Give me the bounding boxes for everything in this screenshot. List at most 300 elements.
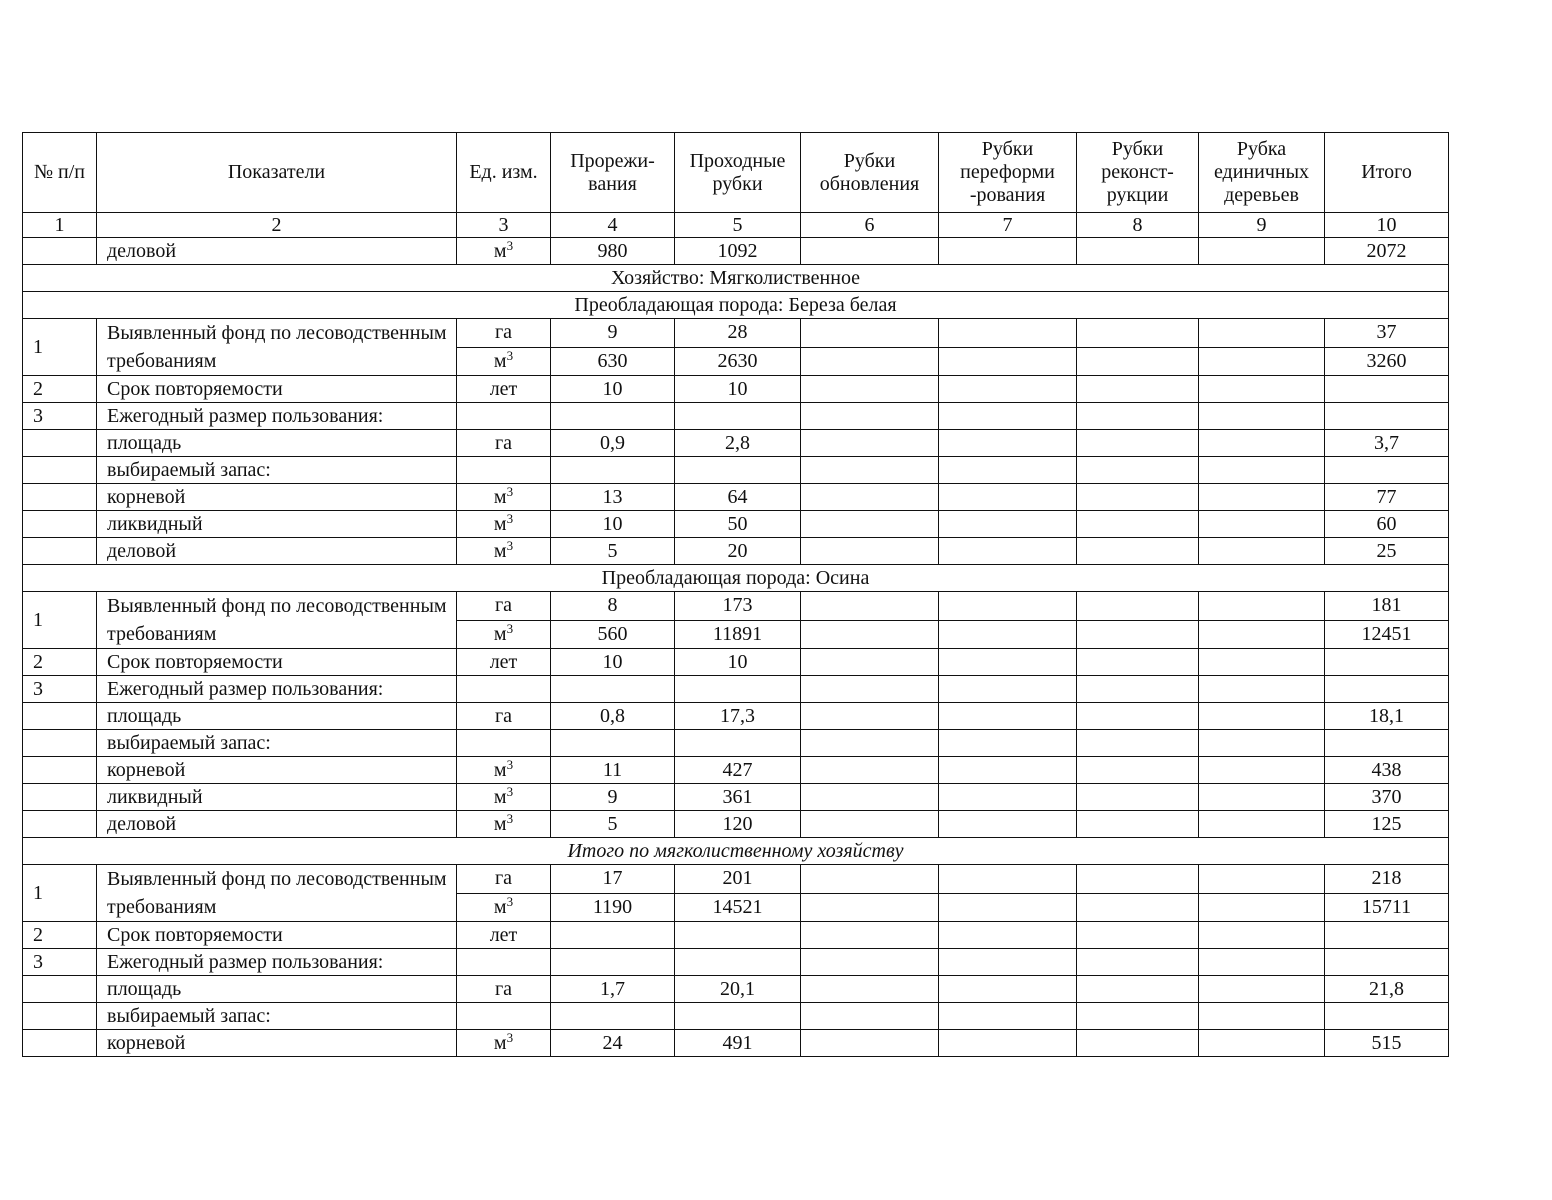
table-row — [23, 949, 1449, 976]
value-thinning: 13 — [551, 484, 675, 511]
value-thinning — [551, 922, 675, 949]
value-thinning: 1,7 — [551, 976, 675, 1003]
value-single-tree-cutting — [1199, 319, 1325, 348]
row-label: Выявленный фонд по лесоводственным требованиям — [97, 592, 457, 649]
value-reformation-cutting — [939, 676, 1077, 703]
value-renewal-cutting — [801, 703, 939, 730]
value-reconstruction-cutting — [1077, 620, 1199, 649]
value-passage-cutting: 361 — [675, 784, 801, 811]
section-row — [23, 265, 1449, 292]
value-passage-cutting: 50 — [675, 511, 801, 538]
value-renewal-cutting — [801, 865, 939, 894]
section-title: Итого по мягколиственному хозяйству — [23, 838, 1449, 865]
row-number: 3 — [23, 949, 97, 976]
value-passage-cutting: 491 — [675, 1030, 801, 1057]
value-reconstruction-cutting — [1077, 784, 1199, 811]
column-number: 5 — [675, 213, 801, 238]
value-renewal-cutting — [801, 511, 939, 538]
value-reconstruction-cutting — [1077, 484, 1199, 511]
value-single-tree-cutting — [1199, 1030, 1325, 1057]
value-single-tree-cutting — [1199, 1003, 1325, 1030]
table-row — [23, 784, 1449, 811]
row-number: 3 — [23, 403, 97, 430]
value-single-tree-cutting — [1199, 976, 1325, 1003]
table-row — [23, 403, 1449, 430]
value-total — [1325, 457, 1449, 484]
value-passage-cutting: 10 — [675, 649, 801, 676]
value-passage-cutting: 20,1 — [675, 976, 801, 1003]
value-reformation-cutting — [939, 1003, 1077, 1030]
value-reformation-cutting — [939, 976, 1077, 1003]
value-reformation-cutting — [939, 865, 1077, 894]
value-thinning — [551, 949, 675, 976]
section-row — [23, 838, 1449, 865]
row-label: выбираемый запас: — [97, 1003, 457, 1030]
value-total: 77 — [1325, 484, 1449, 511]
value-total: 370 — [1325, 784, 1449, 811]
value-reformation-cutting — [939, 893, 1077, 922]
row-number — [23, 784, 97, 811]
value-thinning: 9 — [551, 319, 675, 348]
value-reconstruction-cutting — [1077, 703, 1199, 730]
value-passage-cutting — [675, 922, 801, 949]
table-row — [23, 484, 1449, 511]
header-cell-single-tree-cutting: Рубка единичных деревьев — [1199, 133, 1325, 213]
row-number: 2 — [23, 649, 97, 676]
value-reconstruction-cutting — [1077, 865, 1199, 894]
value-passage-cutting — [675, 949, 801, 976]
row-unit: $м^3$ — [457, 238, 551, 265]
value-single-tree-cutting — [1199, 620, 1325, 649]
value-reformation-cutting — [939, 730, 1077, 757]
value-passage-cutting: 120 — [675, 811, 801, 838]
value-passage-cutting: 173 — [675, 592, 801, 621]
value-reformation-cutting — [939, 811, 1077, 838]
row-label: площадь — [97, 430, 457, 457]
value-total — [1325, 949, 1449, 976]
row-unit: $м^3$ — [457, 347, 551, 376]
row-label: площадь — [97, 976, 457, 1003]
value-thinning: 24 — [551, 1030, 675, 1057]
table-row — [23, 757, 1449, 784]
value-single-tree-cutting — [1199, 676, 1325, 703]
row-number — [23, 1003, 97, 1030]
row-number — [23, 703, 97, 730]
table-body — [23, 238, 1449, 1057]
value-renewal-cutting — [801, 347, 939, 376]
value-total: 21,8 — [1325, 976, 1449, 1003]
value-renewal-cutting — [801, 784, 939, 811]
value-reformation-cutting — [939, 757, 1077, 784]
row-unit — [457, 1003, 551, 1030]
row-label: площадь — [97, 703, 457, 730]
value-passage-cutting: 64 — [675, 484, 801, 511]
row-number — [23, 538, 97, 565]
row-number: 3 — [23, 676, 97, 703]
row-unit — [457, 403, 551, 430]
row-label: Ежегодный размер пользования: — [97, 403, 457, 430]
row-label: ликвидный — [97, 511, 457, 538]
value-single-tree-cutting — [1199, 865, 1325, 894]
value-renewal-cutting — [801, 376, 939, 403]
value-total: 515 — [1325, 1030, 1449, 1057]
value-reconstruction-cutting — [1077, 976, 1199, 1003]
section-title: Хозяйство: Мягколиственное — [23, 265, 1449, 292]
value-total: 3260 — [1325, 347, 1449, 376]
value-renewal-cutting — [801, 676, 939, 703]
row-label: деловой — [97, 238, 457, 265]
table-row — [23, 319, 1449, 348]
column-number: 9 — [1199, 213, 1325, 238]
value-passage-cutting — [675, 403, 801, 430]
value-renewal-cutting — [801, 403, 939, 430]
header-cell-thinning: Прорежи-вания — [551, 133, 675, 213]
column-number: 1 — [23, 213, 97, 238]
value-passage-cutting — [675, 676, 801, 703]
header-cell-reformation-cutting: Рубки переформи -рования — [939, 133, 1077, 213]
table-row — [23, 676, 1449, 703]
value-passage-cutting: 427 — [675, 757, 801, 784]
value-reformation-cutting — [939, 620, 1077, 649]
row-unit — [457, 730, 551, 757]
value-thinning: 11 — [551, 757, 675, 784]
value-reconstruction-cutting — [1077, 592, 1199, 621]
row-unit: $м^3$ — [457, 538, 551, 565]
value-thinning: 630 — [551, 347, 675, 376]
row-number — [23, 1030, 97, 1057]
value-reformation-cutting — [939, 457, 1077, 484]
row-number — [23, 757, 97, 784]
value-reformation-cutting — [939, 1030, 1077, 1057]
value-reconstruction-cutting — [1077, 730, 1199, 757]
row-unit: лет — [457, 376, 551, 403]
value-renewal-cutting — [801, 592, 939, 621]
value-reconstruction-cutting — [1077, 893, 1199, 922]
section-title: Преобладающая порода: Береза белая — [23, 292, 1449, 319]
section-row — [23, 292, 1449, 319]
row-unit: $м^3$ — [457, 1030, 551, 1057]
row-unit: га — [457, 430, 551, 457]
value-total: 3,7 — [1325, 430, 1449, 457]
row-label: Выявленный фонд по лесоводственным требованиям — [97, 865, 457, 922]
row-unit — [457, 676, 551, 703]
row-unit: лет — [457, 922, 551, 949]
value-renewal-cutting — [801, 1030, 939, 1057]
row-unit — [457, 457, 551, 484]
row-label: деловой — [97, 538, 457, 565]
value-reconstruction-cutting — [1077, 811, 1199, 838]
table-row — [23, 376, 1449, 403]
header-cell-indicator: Показатели — [97, 133, 457, 213]
value-single-tree-cutting — [1199, 403, 1325, 430]
forest-use-table — [22, 132, 1449, 1057]
value-total: 2072 — [1325, 238, 1449, 265]
row-number — [23, 511, 97, 538]
row-number — [23, 457, 97, 484]
row-unit: $м^3$ — [457, 484, 551, 511]
table-row — [23, 457, 1449, 484]
header-cell-total: Итого — [1325, 133, 1449, 213]
row-number — [23, 811, 97, 838]
table-row — [23, 1030, 1449, 1057]
value-reconstruction-cutting — [1077, 319, 1199, 348]
value-passage-cutting: 201 — [675, 865, 801, 894]
value-total — [1325, 922, 1449, 949]
value-reconstruction-cutting — [1077, 511, 1199, 538]
row-label: Срок повторяемости — [97, 649, 457, 676]
value-thinning: 5 — [551, 811, 675, 838]
table-row — [23, 865, 1449, 894]
value-total — [1325, 676, 1449, 703]
row-label: Срок повторяемости — [97, 922, 457, 949]
row-number — [23, 238, 97, 265]
value-single-tree-cutting — [1199, 811, 1325, 838]
value-thinning: 1190 — [551, 893, 675, 922]
row-number — [23, 730, 97, 757]
value-renewal-cutting — [801, 457, 939, 484]
column-number: 8 — [1077, 213, 1199, 238]
value-thinning: 8 — [551, 592, 675, 621]
value-reformation-cutting — [939, 484, 1077, 511]
value-single-tree-cutting — [1199, 484, 1325, 511]
value-single-tree-cutting — [1199, 893, 1325, 922]
value-total — [1325, 730, 1449, 757]
value-passage-cutting: 10 — [675, 376, 801, 403]
column-number: 10 — [1325, 213, 1449, 238]
value-single-tree-cutting — [1199, 511, 1325, 538]
row-unit: $м^3$ — [457, 511, 551, 538]
value-reconstruction-cutting — [1077, 949, 1199, 976]
table-row — [23, 976, 1449, 1003]
value-passage-cutting: 11891 — [675, 620, 801, 649]
value-thinning: 5 — [551, 538, 675, 565]
value-reformation-cutting — [939, 592, 1077, 621]
row-number — [23, 430, 97, 457]
value-total: 15711 — [1325, 893, 1449, 922]
row-number: 1 — [23, 865, 97, 922]
row-label: выбираемый запас: — [97, 457, 457, 484]
column-number: 2 — [97, 213, 457, 238]
value-passage-cutting: 17,3 — [675, 703, 801, 730]
row-label: корневой — [97, 484, 457, 511]
value-reconstruction-cutting — [1077, 1030, 1199, 1057]
row-unit: га — [457, 703, 551, 730]
value-single-tree-cutting — [1199, 430, 1325, 457]
value-passage-cutting — [675, 1003, 801, 1030]
value-reformation-cutting — [939, 538, 1077, 565]
table-row — [23, 511, 1449, 538]
value-total: 25 — [1325, 538, 1449, 565]
row-label: корневой — [97, 757, 457, 784]
value-reconstruction-cutting — [1077, 238, 1199, 265]
header-cell-passage-cutting: Проходные рубки — [675, 133, 801, 213]
row-number: 1 — [23, 592, 97, 649]
row-unit: га — [457, 592, 551, 621]
value-reformation-cutting — [939, 922, 1077, 949]
header-cell-renewal-cutting: Рубки обновления — [801, 133, 939, 213]
value-reformation-cutting — [939, 319, 1077, 348]
column-number-row — [23, 213, 1449, 238]
header-cell-number: № п/п — [23, 133, 97, 213]
row-number — [23, 484, 97, 511]
row-label: Выявленный фонд по лесоводственным требованиям — [97, 319, 457, 376]
value-passage-cutting — [675, 730, 801, 757]
row-unit: га — [457, 865, 551, 894]
table-row — [23, 238, 1449, 265]
value-single-tree-cutting — [1199, 592, 1325, 621]
value-total: 218 — [1325, 865, 1449, 894]
section-title: Преобладающая порода: Осина — [23, 565, 1449, 592]
value-reformation-cutting — [939, 403, 1077, 430]
value-single-tree-cutting — [1199, 457, 1325, 484]
value-thinning — [551, 1003, 675, 1030]
value-single-tree-cutting — [1199, 703, 1325, 730]
value-total: 125 — [1325, 811, 1449, 838]
value-renewal-cutting — [801, 922, 939, 949]
header-cell-reconstruction-cutting: Рубки реконст-рукции — [1077, 133, 1199, 213]
value-thinning: 560 — [551, 620, 675, 649]
column-number: 7 — [939, 213, 1077, 238]
value-passage-cutting: 1092 — [675, 238, 801, 265]
row-number — [23, 976, 97, 1003]
value-thinning — [551, 676, 675, 703]
row-unit: $м^3$ — [457, 784, 551, 811]
value-reformation-cutting — [939, 238, 1077, 265]
row-number: 2 — [23, 376, 97, 403]
row-unit: $м^3$ — [457, 811, 551, 838]
value-reconstruction-cutting — [1077, 457, 1199, 484]
column-number: 6 — [801, 213, 939, 238]
value-thinning: 9 — [551, 784, 675, 811]
row-unit: $м^3$ — [457, 893, 551, 922]
row-label: Ежегодный размер пользования: — [97, 676, 457, 703]
value-thinning — [551, 457, 675, 484]
value-renewal-cutting — [801, 949, 939, 976]
row-number: 1 — [23, 319, 97, 376]
table-row — [23, 538, 1449, 565]
value-total — [1325, 403, 1449, 430]
table-row — [23, 592, 1449, 621]
value-single-tree-cutting — [1199, 649, 1325, 676]
value-reformation-cutting — [939, 649, 1077, 676]
value-thinning: 10 — [551, 649, 675, 676]
value-renewal-cutting — [801, 319, 939, 348]
row-unit: $м^3$ — [457, 620, 551, 649]
value-reformation-cutting — [939, 376, 1077, 403]
value-reformation-cutting — [939, 511, 1077, 538]
value-thinning: 10 — [551, 511, 675, 538]
value-thinning: 10 — [551, 376, 675, 403]
value-renewal-cutting — [801, 238, 939, 265]
section-row — [23, 565, 1449, 592]
row-label: выбираемый запас: — [97, 730, 457, 757]
value-single-tree-cutting — [1199, 784, 1325, 811]
value-renewal-cutting — [801, 976, 939, 1003]
value-reformation-cutting — [939, 347, 1077, 376]
table-row — [23, 1003, 1449, 1030]
value-reconstruction-cutting — [1077, 347, 1199, 376]
value-renewal-cutting — [801, 1003, 939, 1030]
value-single-tree-cutting — [1199, 922, 1325, 949]
table-row — [23, 703, 1449, 730]
value-renewal-cutting — [801, 484, 939, 511]
table-row — [23, 649, 1449, 676]
value-reconstruction-cutting — [1077, 922, 1199, 949]
value-renewal-cutting — [801, 757, 939, 784]
value-passage-cutting: 28 — [675, 319, 801, 348]
value-reconstruction-cutting — [1077, 757, 1199, 784]
value-thinning: 0,9 — [551, 430, 675, 457]
row-label: деловой — [97, 811, 457, 838]
value-renewal-cutting — [801, 893, 939, 922]
value-reconstruction-cutting — [1077, 376, 1199, 403]
value-reconstruction-cutting — [1077, 676, 1199, 703]
value-reconstruction-cutting — [1077, 1003, 1199, 1030]
value-reformation-cutting — [939, 784, 1077, 811]
value-passage-cutting: 2,8 — [675, 430, 801, 457]
table-row — [23, 922, 1449, 949]
value-renewal-cutting — [801, 538, 939, 565]
column-number: 3 — [457, 213, 551, 238]
value-single-tree-cutting — [1199, 347, 1325, 376]
row-unit: га — [457, 319, 551, 348]
value-reformation-cutting — [939, 949, 1077, 976]
row-number: 2 — [23, 922, 97, 949]
value-total: 181 — [1325, 592, 1449, 621]
row-unit: га — [457, 976, 551, 1003]
row-unit: лет — [457, 649, 551, 676]
value-single-tree-cutting — [1199, 949, 1325, 976]
header-row — [23, 133, 1449, 213]
value-renewal-cutting — [801, 649, 939, 676]
value-thinning: 980 — [551, 238, 675, 265]
value-reconstruction-cutting — [1077, 403, 1199, 430]
value-passage-cutting: 14521 — [675, 893, 801, 922]
value-total: 60 — [1325, 511, 1449, 538]
value-total: 12451 — [1325, 620, 1449, 649]
value-total: 18,1 — [1325, 703, 1449, 730]
header-cell-unit: Ед. изм. — [457, 133, 551, 213]
value-total — [1325, 376, 1449, 403]
value-single-tree-cutting — [1199, 757, 1325, 784]
row-unit: $м^3$ — [457, 757, 551, 784]
table-row — [23, 811, 1449, 838]
value-thinning — [551, 730, 675, 757]
value-total — [1325, 649, 1449, 676]
row-unit — [457, 949, 551, 976]
row-label: ликвидный — [97, 784, 457, 811]
table-row — [23, 730, 1449, 757]
value-reformation-cutting — [939, 430, 1077, 457]
row-label: Срок повторяемости — [97, 376, 457, 403]
value-renewal-cutting — [801, 430, 939, 457]
value-single-tree-cutting — [1199, 376, 1325, 403]
value-renewal-cutting — [801, 620, 939, 649]
value-total — [1325, 1003, 1449, 1030]
value-single-tree-cutting — [1199, 538, 1325, 565]
column-number: 4 — [551, 213, 675, 238]
table-row — [23, 430, 1449, 457]
value-reconstruction-cutting — [1077, 430, 1199, 457]
value-reconstruction-cutting — [1077, 538, 1199, 565]
value-single-tree-cutting — [1199, 238, 1325, 265]
value-renewal-cutting — [801, 730, 939, 757]
value-thinning: 17 — [551, 865, 675, 894]
value-passage-cutting — [675, 457, 801, 484]
value-single-tree-cutting — [1199, 730, 1325, 757]
value-renewal-cutting — [801, 811, 939, 838]
row-label: корневой — [97, 1030, 457, 1057]
